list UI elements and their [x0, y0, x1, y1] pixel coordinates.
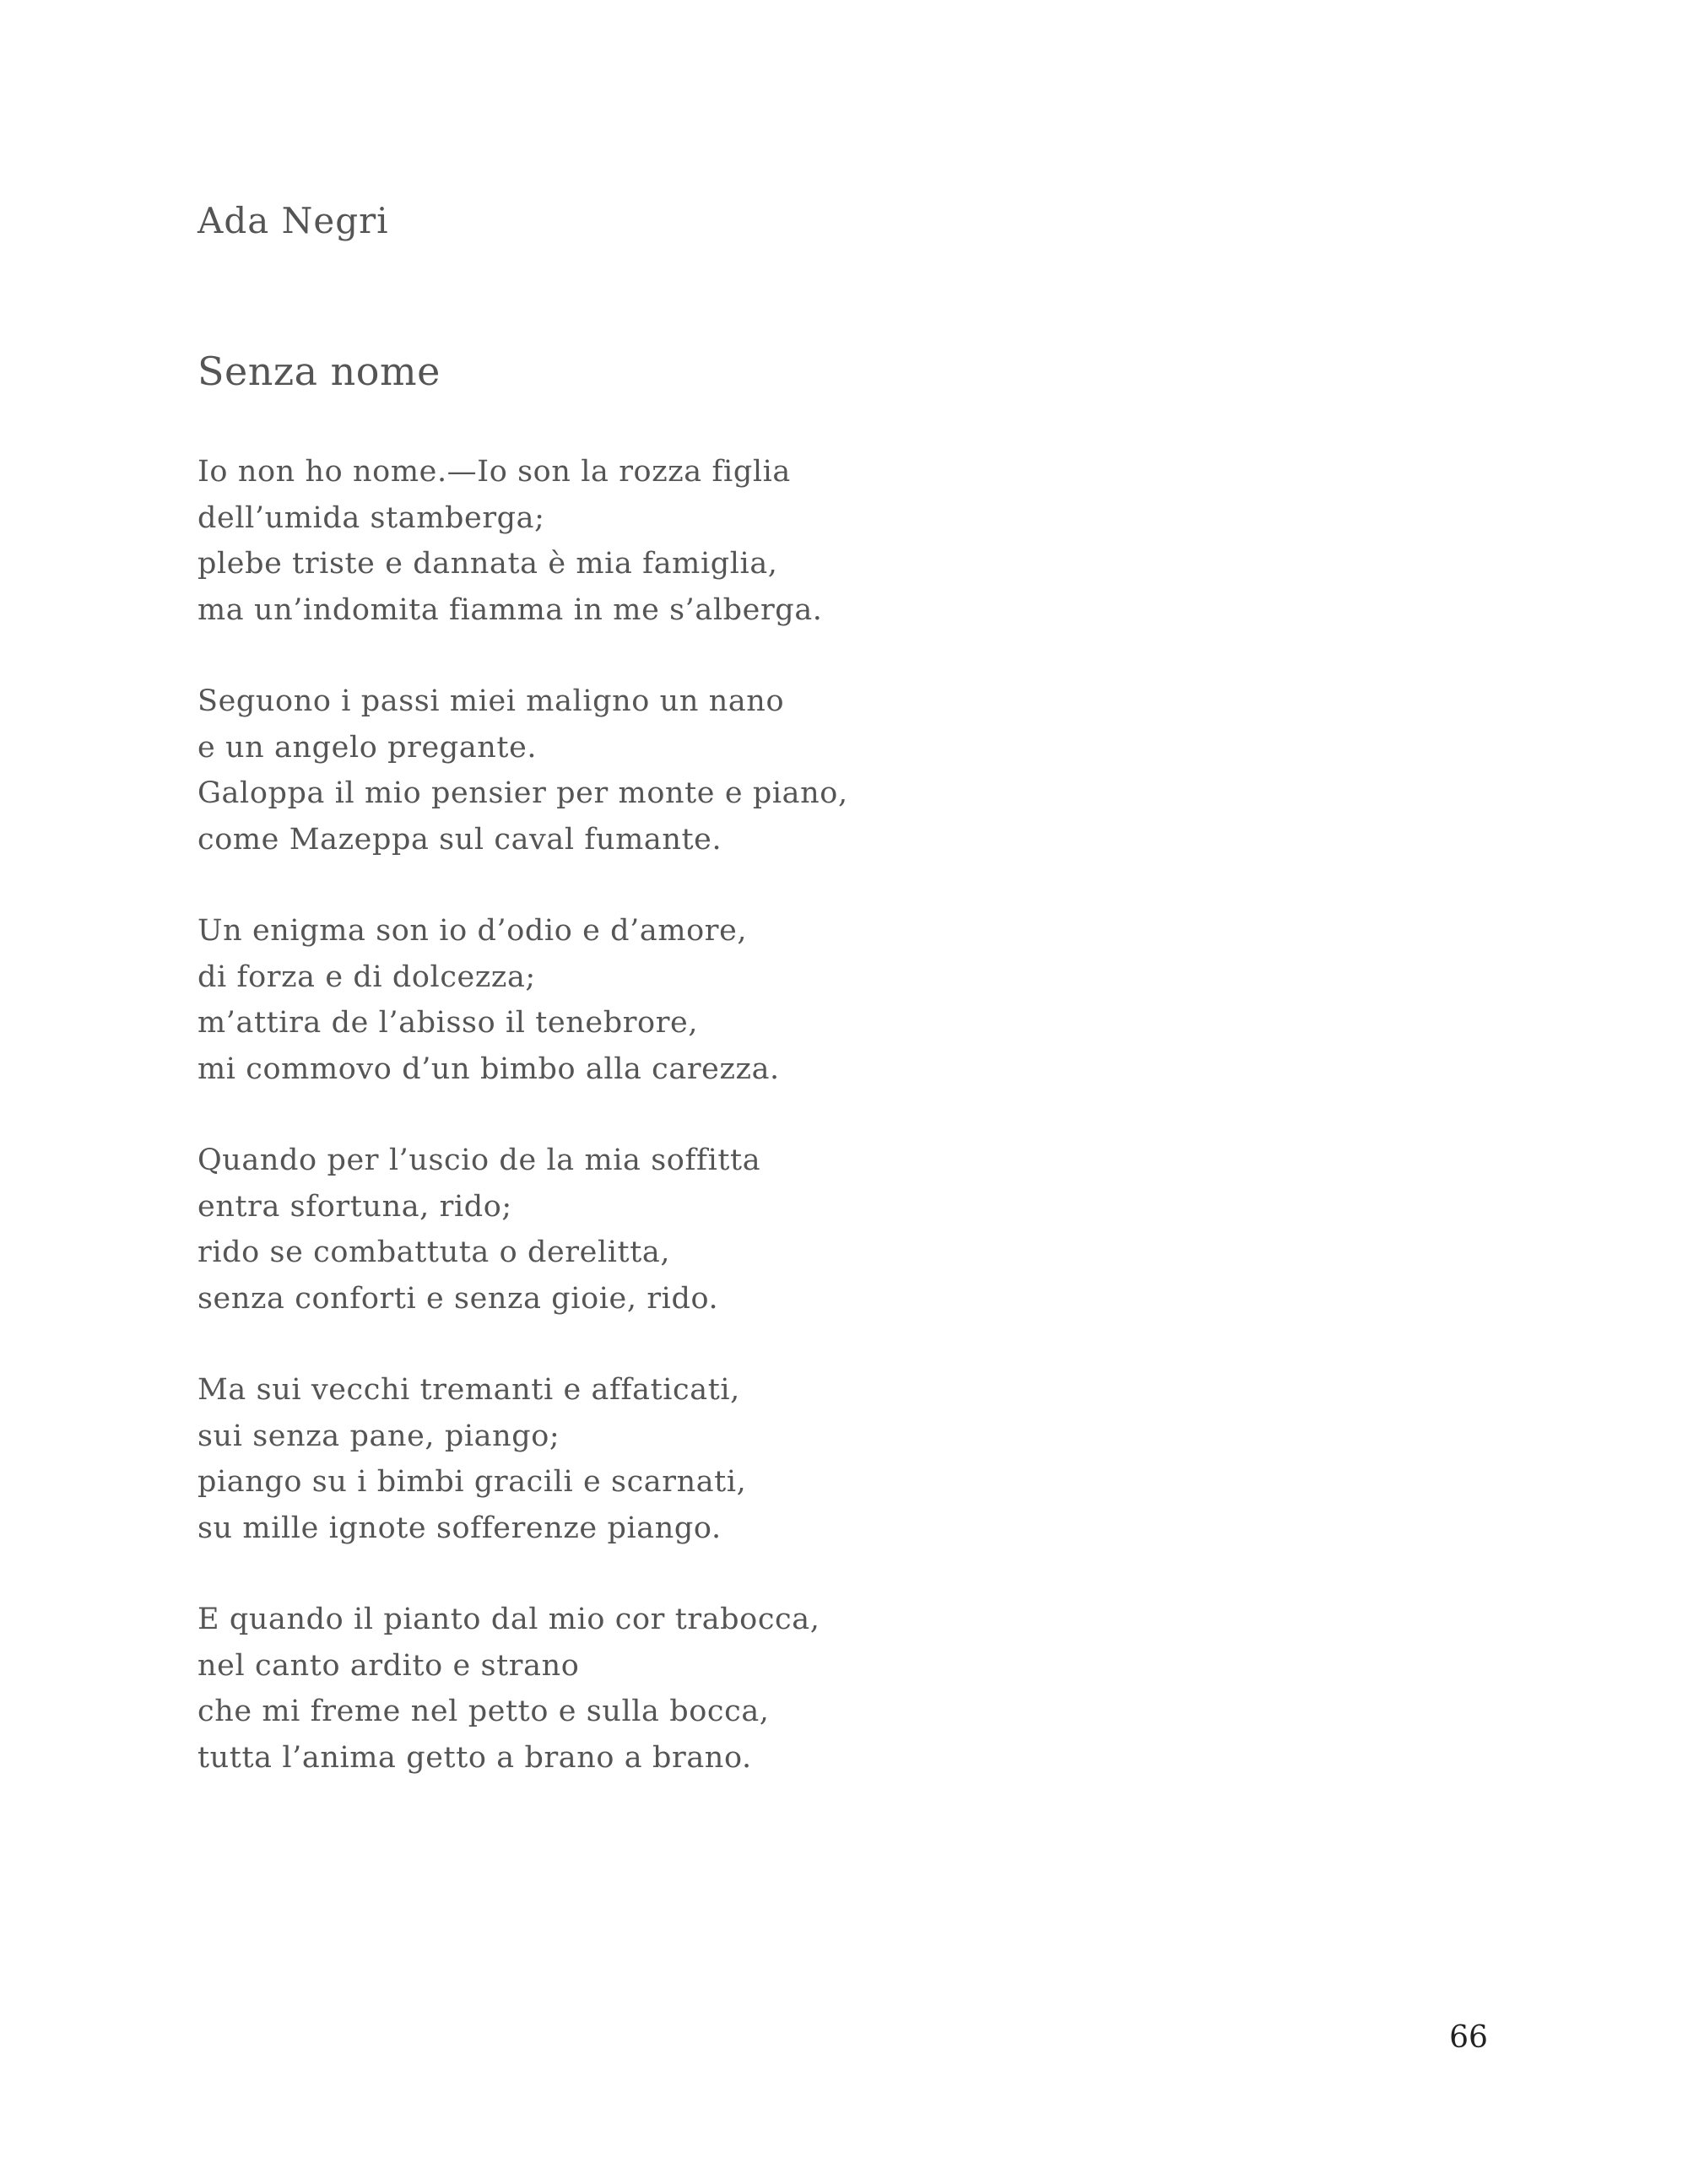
poem-title: Senza nome	[197, 349, 441, 394]
stanza	[197, 908, 1210, 1092]
stanza	[197, 1597, 1210, 1781]
poem-line: dell’umida stamberga;	[197, 500, 545, 535]
poem-line: tutta l’anima getto a brano a brano.	[197, 1740, 752, 1775]
poem-line: di forza e di dolcezza;	[197, 960, 536, 994]
poem-line: ma un’indomita fiamma in me s’alberga.	[197, 592, 823, 627]
poem-line: come Mazeppa sul caval fumante.	[197, 822, 722, 857]
poem-line: entra sfortuna, rido;	[197, 1189, 512, 1224]
stanza	[197, 678, 1210, 862]
poem-line: Seguono i passi miei maligno un nano	[197, 684, 785, 718]
poem-line: senza conforti e senza gioie, rido.	[197, 1281, 719, 1316]
poem-line: nel canto ardito e strano	[197, 1648, 580, 1683]
poem-line: su mille ignote sofferenze piango.	[197, 1511, 722, 1545]
page-number: 66	[1449, 2020, 1488, 2055]
poem-line: e un angelo pregante.	[197, 730, 538, 765]
poem-line: piango su i bimbi gracili e scarnati,	[197, 1465, 747, 1499]
poem-line: sui senza pane, piango;	[197, 1419, 560, 1453]
poem-line: mi commovo d’un bimbo alla carezza.	[197, 1051, 780, 1086]
poem-line: Galoppa il mio pensier per monte e piano,	[197, 776, 848, 810]
poem-line: Quando per l’uscio de la mia soffitta	[197, 1143, 761, 1177]
poem-line: rido se combattuta o derelitta,	[197, 1235, 671, 1269]
stanza	[197, 1367, 1210, 1551]
stanza	[197, 449, 1210, 633]
author-name: Ada Negri	[197, 200, 389, 241]
poem-line: m’attira de l’abisso il tenebrore,	[197, 1006, 699, 1040]
poem-body	[197, 449, 1210, 1826]
poem-line: plebe triste e dannata è mia famiglia,	[197, 547, 778, 581]
poem-line: che mi freme nel petto e sulla bocca,	[197, 1695, 770, 1728]
poem-line: Ma sui vecchi tremanti e affaticati,	[197, 1373, 740, 1407]
poem-line: Un enigma son io d’odio e d’amore,	[197, 914, 748, 948]
stanza	[197, 1138, 1210, 1322]
poem-line: Io non ho nome.—Io son la rozza figlia	[197, 455, 791, 489]
poem-line: E quando il pianto dal mio cor trabocca,	[197, 1603, 820, 1636]
